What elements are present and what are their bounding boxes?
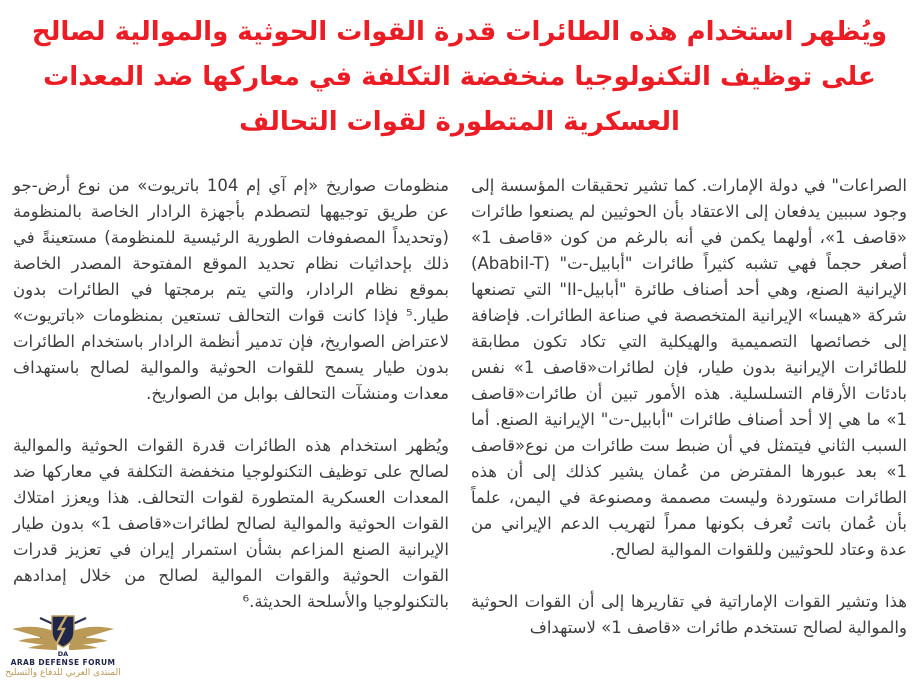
arab-defense-forum-logo xyxy=(3,614,123,679)
page-title: ويُظهر استخدام هذه الطائرات قدرة القوات الحوثية والموالية لصالح على توظيف التكنولوجيا منخفضة التكلفة في معاركها ضد المعدات العسكرية المتطورة لقوات التحالف xyxy=(31,17,888,137)
logo-name-en: ARAB DEFENSE FORUM xyxy=(10,658,116,667)
svg-text:DA: DA xyxy=(57,650,69,658)
column-right xyxy=(471,173,907,641)
paragraph-right-2: هذا وتشير القوات الإماراتية في تقاريرها إلى أن القوات الحوثية والموالية لصالح تستخدم طائرات «قاصف 1» لاستهداف xyxy=(471,592,907,637)
logo-name-ar: المنتدى العربي للدفاع والتسليح xyxy=(5,668,121,678)
paragraph-left-1: منظومات صواريخ «إم آي إم 104 باتريوت» من نوع أرض-جو عن طريق توجيهها لتصطدم بأجهزة الرادار الخاصة بالمنظومة (وتحديداً المصفوفات الطورية الرئيسية للمنظومة) مستعينةً في ذلك بإحداثيات نظام تحديد الموقع المفتوحة المصدر الخاصة بموقع نظام الرادار، والتي يتم برمجتها في الطائرات بدون طيار.⁵ فإذا كانت قوات التحالف تستعين بمنظومات «باتريوت» لاعتراض الصواريخ، فإن تدمير أنظمة الرادار باستخدام الطائرات بدون طيار يسمح للقوات الحوثية والموالية لصالح باستهداف معدات ومنشآت التحالف بوابل من الصواريخ. xyxy=(13,176,450,403)
paragraph-right-1: الصراعات" في دولة الإمارات. كما تشير تحقيقات المؤسسة إلى وجود سببين يدفعان إلى الاعتقاد بأن الحوثيين لم يصنعوا طائرات «قاصف 1»، أولهما يكمن في أنه بالرغم من كون «قاصف 1» أصغر حجماً فهي تشبه كثيراً طائرات "أبابيل-ت" (Ababil-T) الإيرانية الصنع، وهي أحد أصناف طائرة "أبابيل-II" التي تصنعها شركة «هيسا» الإيرانية المتخصصة في صناعة الطائرات. فإضافة إلى خصائصها التصميمية والهيكلية التي تكاد تكون مطابقة للطائرات الإيرانية بدون طيار، فإن لطائرات«قاصف 1» نفس بادئات الأرقام التسلسلية. هذه الأمور تبين أن طائرات«قاصف 1» ما هي إلا أحد أصناف طائرات "أبابيل-ت" الإيرانية الصنع. أما السبب الثاني فيتمثل في أن ضبط ست طائرات من نوع«قاصف 1» بعد عبورها المفترض من عُمان يشير كذلك إلى أن هذه الطائرات مستوردة وليست مصممة ومصنوعة في اليمن، علماً بأن عُمان باتت تُعرف بكونها ممراً لتهريب الدعم الإيراني من عدة وعتاد للحوثيين وللقوات الموالية لصالح. xyxy=(471,176,907,559)
paragraph-left-2: ويُظهر استخدام هذه الطائرات قدرة القوات الحوثية والموالية لصالح على توظيف التكنولوجيا منخفضة التكلفة في معاركها ضد المعدات العسكرية المتطورة لقوات التحالف. هذا ويعزز امتلاك القوات الحوثية والموالية لصالح لطائرات«قاصف 1» بدون طيار الإيرانية الصنع المزاعم بشأن استمرار إيران في تعزيز قدرات القوات الحوثية والقوات الموالية لصالح من خلال إمدادهم بالتكنولوجيا والأسلحة الحديثة.⁶ xyxy=(13,436,450,611)
column-left xyxy=(13,173,449,641)
body-columns xyxy=(12,173,907,641)
winged-shield-icon xyxy=(3,614,123,658)
